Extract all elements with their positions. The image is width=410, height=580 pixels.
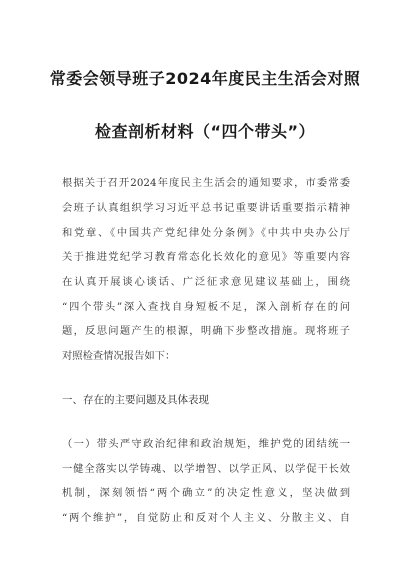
subsection-paragraph-line: （一）带头严守政治纪律和政治规矩，维护党的团结统一: [62, 438, 350, 450]
intro-paragraph-line: “四个带头”深入查找自身短板不足，深入剖析存在的问: [62, 301, 350, 313]
subsection-paragraph-line: “两个维护”，自觉防止和反对个人主义、分散主义、自: [62, 512, 350, 524]
intro-paragraph-line: 题，反思问题产生的根源，明确下步整改措施。现将班子: [62, 325, 350, 337]
section-heading: 一、存在的主要问题及具体表现: [62, 394, 209, 406]
intro-paragraph-line: 根据关于召开2024年度民主生活会的通知要求，市委常委: [62, 177, 350, 189]
document-title-line-2: 检查剖析材料（“四个带头”）: [94, 122, 316, 141]
document-title-line-1: 常委会领导班子2024年度民主生活会对照: [49, 69, 361, 88]
intro-paragraph-line: 关于推进党纪学习教育常态化长效化的意见》等重要内容: [62, 251, 350, 263]
intro-paragraph-line: 对照检查情况报告如下：: [62, 350, 176, 362]
intro-paragraph-line: 在认真开展谈心谈话、广泛征求意见建议基础上，围绕: [62, 276, 350, 288]
subsection-paragraph-line: 一健全落实以学铸魂、以学增智、以学正风、以学促干长效: [62, 463, 350, 475]
intro-paragraph-line: 和党章、《中国共产党纪律处分条例》《中共中央办公厅: [62, 227, 350, 239]
subsection-paragraph-line: 机制，深刻领悟“两个确立”的决定性意义，坚决做到: [62, 487, 350, 499]
intro-paragraph-line: 会班子认真组织学习习近平总书记重要讲话重要指示精神: [62, 202, 350, 214]
